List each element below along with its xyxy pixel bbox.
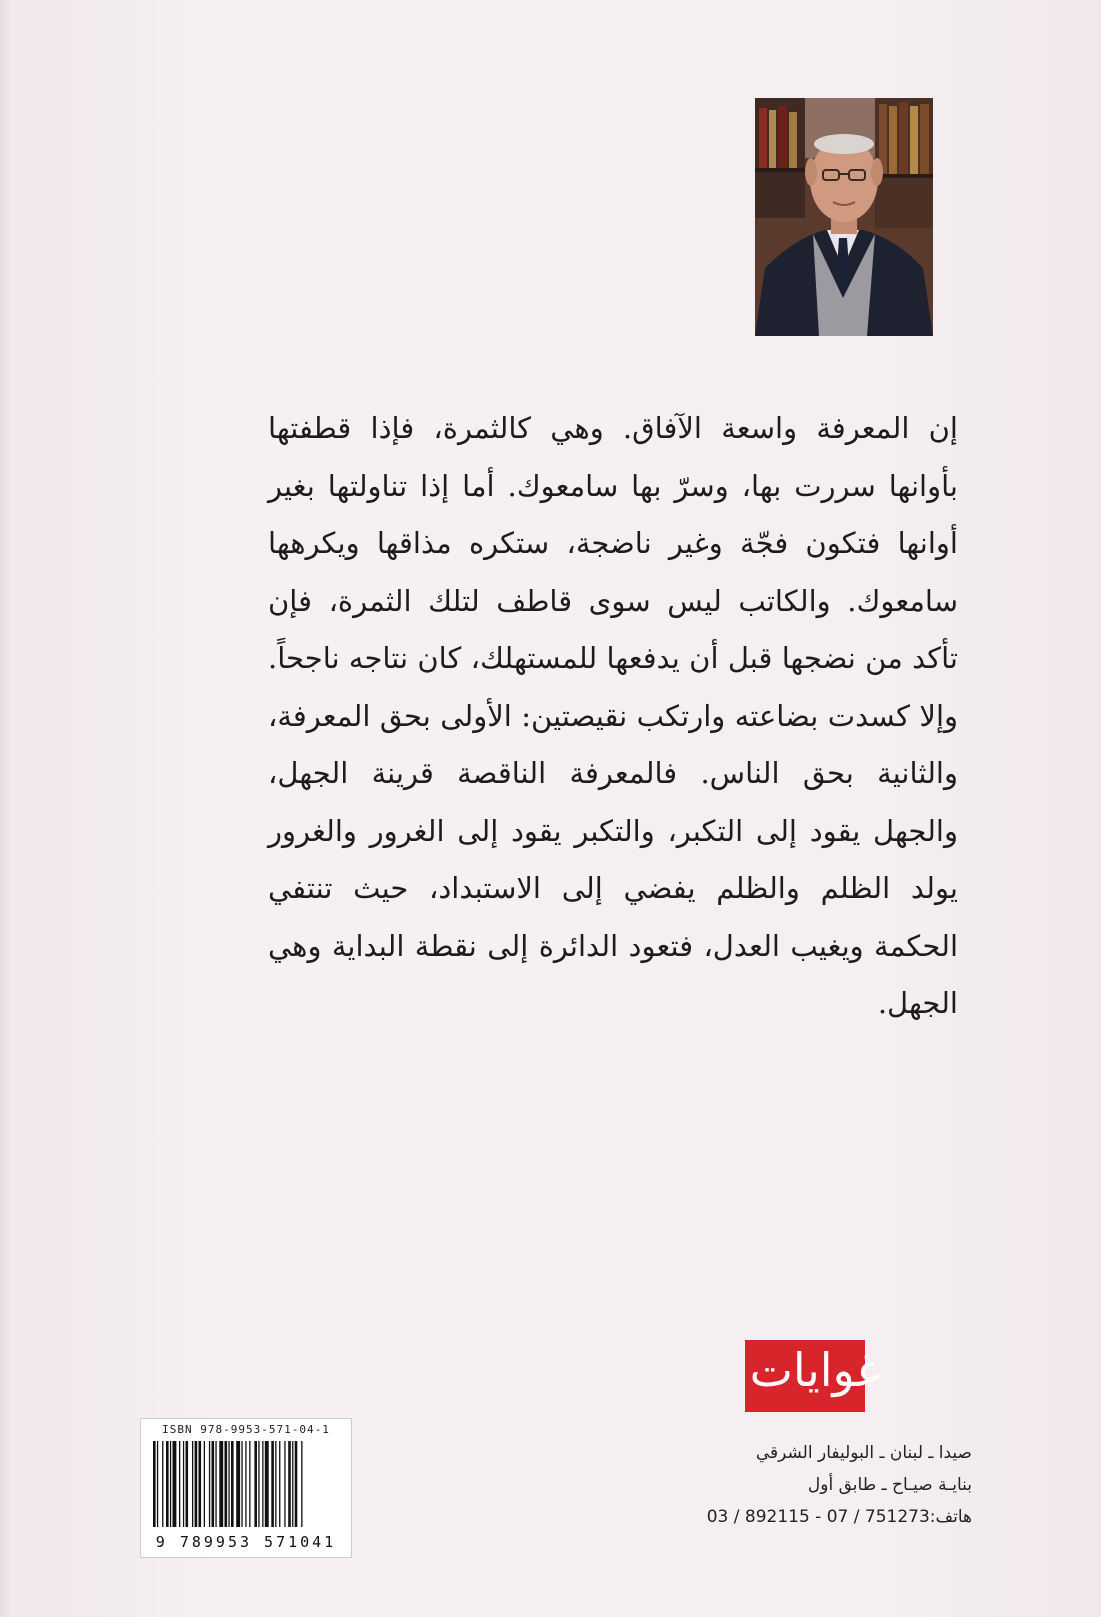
- barcode-bar: [173, 1441, 177, 1527]
- address-line-1: صيدا ـ لبنان ـ البوليفار الشرقي: [755, 1443, 972, 1463]
- barcode-bar: [162, 1441, 163, 1527]
- barcode-bar: [245, 1441, 246, 1527]
- barcode-bar: [265, 1441, 269, 1527]
- barcode-bar: [219, 1441, 223, 1527]
- barcode-bar: [166, 1441, 169, 1527]
- isbn-barcode: [140, 1418, 352, 1558]
- barcode-bar: [292, 1441, 293, 1527]
- publisher-address: [680, 1437, 972, 1533]
- publisher-logo: [745, 1328, 885, 1412]
- barcode-bar: [262, 1441, 263, 1527]
- barcode-bar: [271, 1441, 274, 1527]
- barcode-bar: [212, 1441, 215, 1527]
- barcode-bar: [204, 1441, 205, 1527]
- barcode-bar: [301, 1441, 302, 1527]
- barcode-bar: [195, 1441, 198, 1527]
- barcode-bar: [192, 1441, 193, 1527]
- barcode-bar: [209, 1441, 210, 1527]
- barcode-bar: [183, 1441, 184, 1527]
- barcode-bar: [231, 1441, 234, 1527]
- barcode-bar: [284, 1441, 285, 1527]
- isbn-digits: 9 789953 571041: [155, 1533, 337, 1551]
- barcode-bar: [199, 1441, 202, 1527]
- publisher-logo-text: غوايات: [749, 1343, 881, 1397]
- barcode-bar: [279, 1441, 280, 1527]
- cover-edge: [0, 0, 14, 1617]
- barcode-bar: [215, 1441, 216, 1527]
- blurb-text-block: [268, 400, 958, 1033]
- isbn-label: ISBN 978-9953-571-04-1: [162, 1423, 330, 1436]
- author-photo: [755, 98, 933, 336]
- barcode-bar: [186, 1441, 189, 1527]
- phone-label: هاتف:: [929, 1507, 972, 1527]
- barcode-bar: [249, 1441, 250, 1527]
- barcode-bar: [254, 1441, 257, 1527]
- barcode-bar: [179, 1441, 180, 1527]
- barcode-bars: [149, 1441, 343, 1527]
- blurb-paragraph: إن المعرفة واسعة الآفاق. وهي كالثمرة، فإذا قطفتها بأوانها سررت بها، وسرّ بها سامعوك. أما إذا تناولتها بغير أوانها فتكون فجّة وغير ناضجة، ستكره مذاقها ويكرهها سامعوك. والكاتب ليس سوى قاطف لتلك الثمرة، فإن تأكد من نضجها قبل أن يدفعها للمستهلك، كان نتاجه ناجحاً. وإلا كسدت بضاعته وارتكب نقيصتين: الأولى بحق المعرفة، والثانية بحق الناس. فالمعرفة الناقصة قرينة الجهل، والجهل يقود إلى التكبر، والتكبر يقود إلى الغرور والغرور يولد الظلم والظلم يفضي إلى الاستبداد، حيث تنتفي الحكمة ويغيب العدل، فتعود الدائرة إلى نقطة البداية وهي الجهل.: [268, 411, 959, 1020]
- phone-numbers: 03 / 892115 - 07 / 751273: [706, 1507, 930, 1527]
- barcode-bar: [258, 1441, 259, 1527]
- address-line-2: بنايـة صيـاح ـ طابق أول: [807, 1475, 972, 1495]
- barcode-bar: [288, 1441, 291, 1527]
- barcode-bar: [295, 1441, 298, 1527]
- barcode-bar: [275, 1441, 276, 1527]
- barcode-bar: [236, 1441, 240, 1527]
- barcode-bar: [241, 1441, 242, 1527]
- phone-line: [680, 1501, 972, 1533]
- barcode-bar: [225, 1441, 228, 1527]
- barcode-bar: [153, 1441, 156, 1527]
- barcode-bar: [157, 1441, 158, 1527]
- barcode-bar: [228, 1441, 229, 1527]
- barcode-bar: [170, 1441, 171, 1527]
